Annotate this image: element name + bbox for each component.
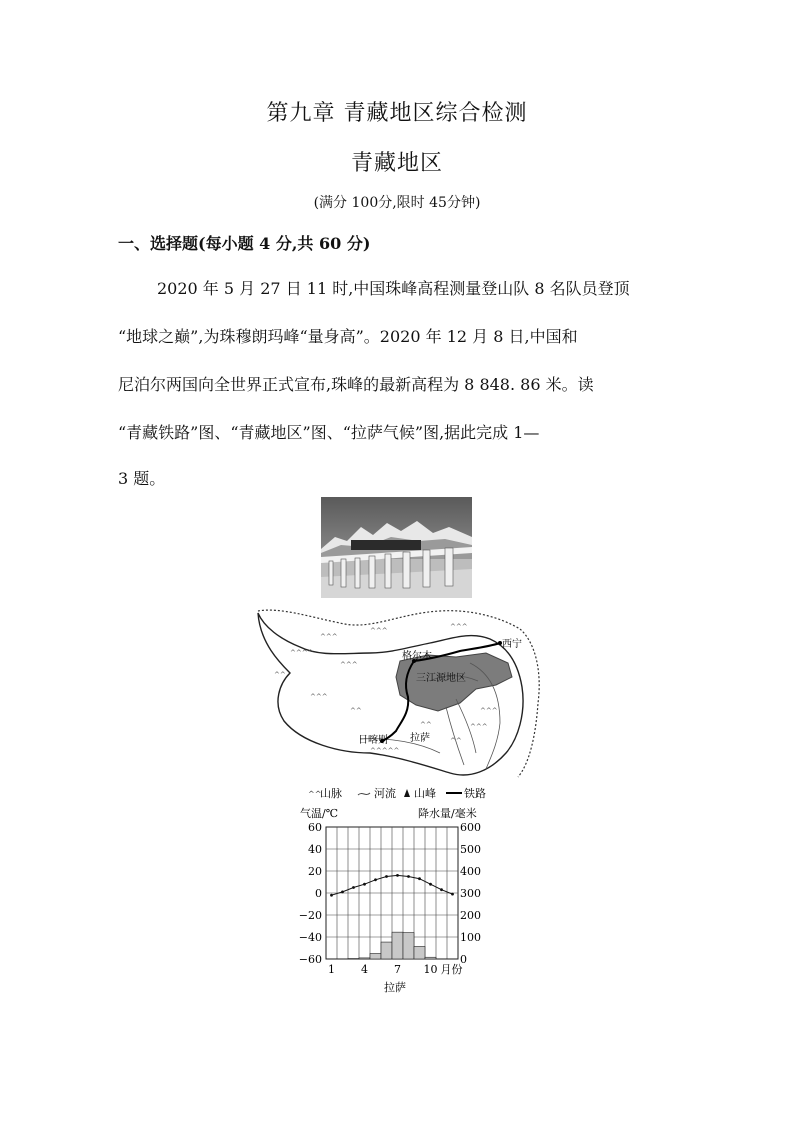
y-right-tick-label: 400 [460, 865, 481, 878]
temperature-point [341, 891, 344, 894]
y-right-tick-label: 500 [460, 843, 481, 856]
svg-text:^^^: ^^^ [480, 707, 498, 715]
x-axis-label: 月份 [440, 963, 463, 976]
y-left-tick-label: 60 [308, 821, 322, 834]
qinghai-tibet-region-map [250, 603, 546, 783]
passage-line-5: 3 题。 [118, 469, 166, 488]
precipitation-bar [370, 954, 381, 960]
y-left-tick-label: 0 [315, 887, 322, 900]
svg-text:^^^: ^^^ [320, 633, 338, 641]
y-right-tick-label: 600 [460, 821, 481, 834]
y-right-tick-label: 300 [460, 887, 481, 900]
label-xining: 西宁 [502, 639, 522, 650]
y-left-tick-label: −20 [298, 909, 322, 922]
temperature-point [407, 875, 410, 878]
y-right-axis-label: 降水量/毫米 [418, 807, 477, 820]
svg-text:^^: ^^ [450, 737, 462, 745]
legend-mountain: 山脉 [320, 787, 342, 800]
precipitation-bar [425, 957, 436, 959]
lhasa-climate-chart [296, 803, 506, 1000]
y-left-axis-label: 气温/℃ [300, 807, 339, 820]
chapter-title: 第九章 青藏地区综合检测 [266, 101, 528, 126]
map-legend [306, 785, 546, 801]
question-section-heading: 一、选择题(每小题 4 分,共 60 分) [118, 234, 371, 253]
precipitation-bar [381, 942, 392, 959]
mountain-legend-icon: ^^ [308, 790, 322, 799]
temperature-point [330, 894, 333, 897]
precipitation-bar [392, 932, 403, 959]
temperature-point [385, 875, 388, 878]
svg-text:^^: ^^ [274, 671, 286, 679]
passage-line-3: 尼泊尔两国向全世界正式宣布,珠峰的最新高程为 8 848. 86 米。读 [118, 375, 594, 394]
temperature-point [363, 883, 366, 886]
y-left-tick-label: −60 [298, 953, 322, 966]
temperature-point [440, 888, 443, 891]
y-left-tick-label: 20 [308, 865, 322, 878]
precipitation-bar [359, 958, 370, 959]
precipitation-bar [403, 933, 414, 959]
svg-text:^^^: ^^^ [340, 661, 358, 669]
temperature-point [396, 874, 399, 877]
legend-river: 河流 [374, 787, 396, 800]
chart-title: 拉萨 [384, 981, 406, 994]
svg-text:^^^: ^^^ [370, 627, 388, 635]
temperature-point [374, 878, 377, 881]
x-tick-label: 4 [361, 963, 368, 976]
qinghai-tibet-railway-photo [321, 497, 472, 598]
passage-line-4: “青藏铁路”图、“青藏地区”图、“拉萨气候”图,据此完成 1— [118, 423, 540, 442]
temperature-point [418, 877, 421, 880]
y-left-tick-label: −40 [298, 931, 322, 944]
x-tick-label: 1 [328, 963, 335, 976]
svg-text:^^^: ^^^ [310, 693, 328, 701]
passage-line-1: 2020 年 5 月 27 日 11 时,中国珠峰高程测量登山队 8 名队员登顶 [157, 279, 630, 298]
legend-peak: 山峰 [414, 787, 436, 800]
precipitation-bar [414, 946, 425, 959]
score-note: (满分 100分,限时 45分钟) [313, 195, 481, 211]
temperature-point [429, 883, 432, 886]
legend-railway: 铁路 [464, 787, 486, 800]
temperature-point [451, 893, 454, 896]
svg-text:^^^: ^^^ [470, 723, 488, 731]
section-title: 青藏地区 [350, 151, 443, 176]
precipitation-bars [326, 932, 458, 959]
label-golmud: 格尔木 [402, 651, 432, 662]
y-right-tick-label: 100 [460, 931, 481, 944]
peak-legend-icon [404, 789, 410, 797]
svg-text:^^: ^^ [420, 721, 432, 729]
passage-line-2: “地球之巅”,为珠穆朗玛峰“量身高”。2020 年 12 月 8 日,中国和 [118, 327, 578, 346]
x-tick-label: 7 [394, 963, 401, 976]
label-shigatse: 日喀则 [358, 735, 388, 746]
svg-text:^^^^: ^^^^ [290, 649, 314, 657]
y-left-tick-label: 40 [308, 843, 322, 856]
river-legend-icon [358, 793, 370, 795]
y-right-tick-label: 0 [460, 953, 467, 966]
label-lhasa: 拉萨 [410, 733, 430, 744]
svg-text:^^^^^: ^^^^^ [370, 747, 400, 755]
label-sanjiangyuan: 三江源地区 [416, 673, 466, 684]
y-right-tick-label: 200 [460, 909, 481, 922]
x-tick-label: 10 [423, 963, 438, 976]
svg-text:^^: ^^ [350, 707, 362, 715]
temperature-point [352, 886, 355, 889]
svg-text:^^^: ^^^ [450, 623, 468, 631]
